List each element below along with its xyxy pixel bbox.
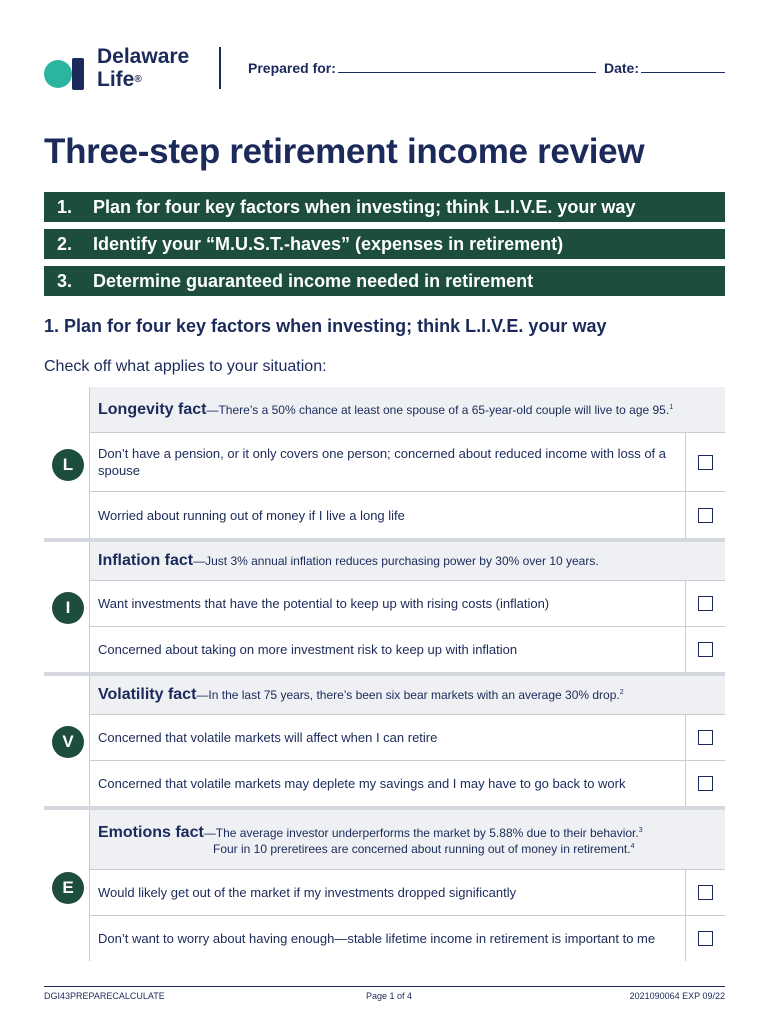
item-text: Would likely get out of the market if my investments dropped significantly [98,885,517,900]
checklist-item [90,915,725,961]
footer-page-number: Page 1 of 4 [366,991,413,1001]
checkbox[interactable] [698,885,713,900]
item-text: Concerned about taking on more investment risk to keep up with inflation [98,642,518,657]
section-heading: 1. Plan for four key factors when investing; think L.I.V.E. your way [44,316,607,336]
fact-title: Volatility fact [98,686,197,703]
step-number: 1. [57,196,73,217]
steps-list [44,192,725,303]
step-bar-1 [44,192,725,222]
footer-exp-code: 2021090064 EXP 09/22 [629,991,725,1001]
checkbox[interactable] [698,642,713,657]
letter-badge-e: E [52,872,84,904]
fact-text-2: Four in 10 preretirees are concerned about running out of money in retirement. [213,841,631,856]
fact-title: Inflation fact [98,552,194,569]
delaware-life-logo [44,44,214,94]
letter-badge-l: L [52,449,84,481]
item-text: Worried about running out of money if I live a long life [98,507,405,523]
checklist-item [90,432,725,491]
live-factors-table [44,387,725,961]
date-line[interactable] [641,60,725,73]
fact-row [90,387,725,432]
factor-group-emotions [44,806,725,961]
date-field[interactable] [604,60,725,76]
step-number: 3. [57,270,73,291]
fact-row [90,542,725,580]
step-number: 2. [57,233,73,254]
factor-group-inflation [44,538,725,672]
checklist-item [90,580,725,626]
checklist-item [90,626,725,672]
date-label: Date: [604,60,640,76]
fact-row [90,810,725,869]
footnote-ref: 3 [638,826,643,834]
footer-form-code: DGI43PREPARECALCULATE [44,991,165,1001]
checklist-item [90,491,725,538]
footnote-ref: 1 [669,403,674,411]
step-text: Plan for four key factors when investing; think L.I.V.E. your way [93,196,636,217]
checkbox[interactable] [698,455,713,470]
brand-line-1: Delaware [97,45,190,68]
checkbox[interactable] [698,931,713,946]
factor-group-volatility [44,672,725,806]
registered-mark: ® [134,74,142,85]
item-text: Concerned that volatile markets will affect when I can retire [98,730,438,745]
step-bar-2 [44,229,725,259]
fact-title: Longevity fact [98,400,207,418]
letter-badge-i: I [52,592,84,624]
footer-divider [44,986,725,987]
step-text: Identify your “M.U.S.T.-haves” (expenses in retirement) [93,233,564,254]
item-text: Don’t want to worry about having enough—stable lifetime income in retirement is important to me [98,931,656,946]
checkbox[interactable] [698,508,713,523]
fact-text: —In the last 75 years, there’s been six bear markets with an average 30% drop. [196,688,620,702]
header-divider [219,47,221,89]
checklist-item [90,869,725,915]
prepared-for-field[interactable] [248,60,596,76]
factor-group-longevity [44,387,725,538]
step-bar-3 [44,266,725,296]
fact-text: —The average investor underperforms the market by 5.88% due to their behavior. [203,825,639,840]
fact-row [90,676,725,714]
letter-badge-v: V [52,726,84,758]
step-text: Determine guaranteed income needed in retirement [93,270,534,291]
fact-title: Emotions fact [98,823,204,841]
logo-mark-icon [44,58,84,90]
instruction-text: Check off what applies to your situation: [44,358,327,375]
checklist-item [90,714,725,760]
item-text: Concerned that volatile markets may deplete my savings and I may have to go back to work [98,776,626,791]
fact-text: —There’s a 50% chance at least one spouse of a 65-year-old couple will live to age 95. [206,402,670,417]
item-text: Want investments that have the potential to keep up with rising costs (inflation) [98,596,550,611]
footnote-ref: 4 [630,842,635,850]
checkbox[interactable] [698,596,713,611]
brand-line-2: Life [97,68,135,91]
prepared-for-line[interactable] [338,60,596,73]
page-title: Three-step retirement income review [44,132,645,171]
checkbox[interactable] [698,776,713,791]
footnote-ref: 2 [619,689,624,696]
checkbox[interactable] [698,730,713,745]
fact-text: —Just 3% annual inflation reduces purchasing power by 30% over 10 years. [193,554,599,568]
prepared-for-label: Prepared for: [248,60,336,76]
item-text: Don’t have a pension, or it only covers one person; concerned about reduced income with loss of a spouse [98,446,667,478]
checklist-item [90,760,725,806]
